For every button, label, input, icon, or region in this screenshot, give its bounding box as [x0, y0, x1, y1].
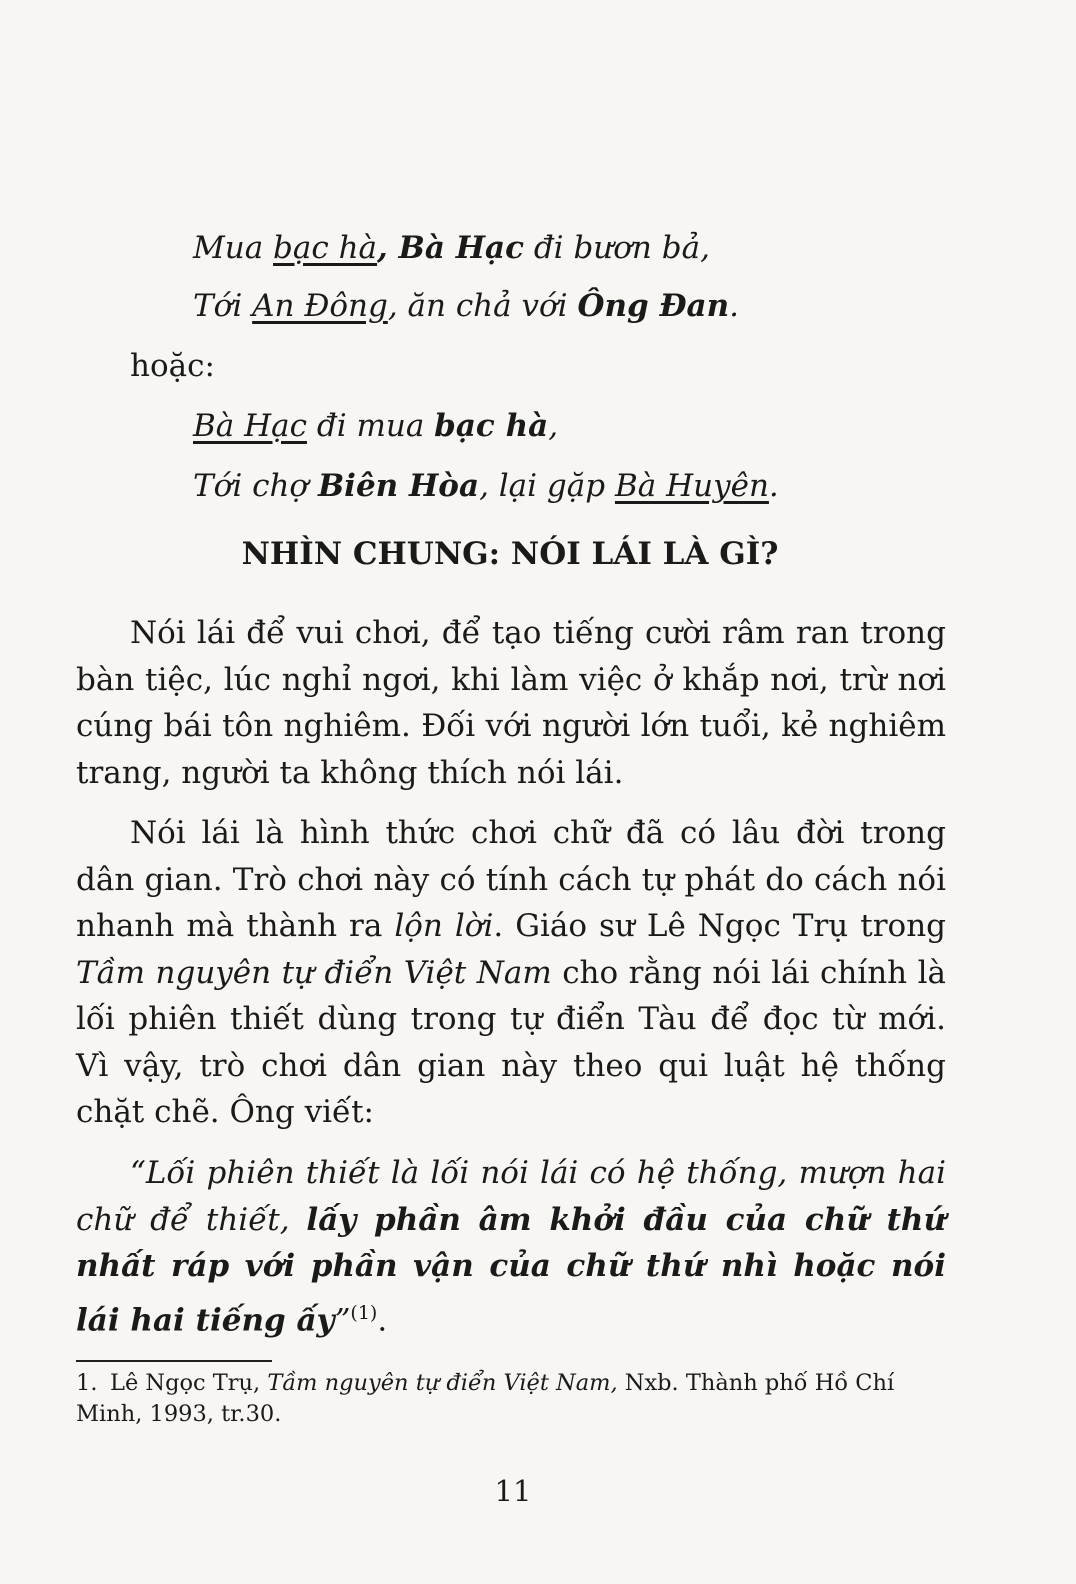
text-segment: “Lối phiên thiết là lối nói lái có hệ thống, mượn hai chữ để thiết,	[76, 1155, 946, 1238]
bold-quote-text: lấy phần âm khởi đầu của chữ thứ nhất ráp với phần vận của chữ thứ nhì hoặc nói lái hai tiếng ấy	[76, 1201, 946, 1338]
poem1-line2	[193, 288, 739, 324]
underlined-term: Bà Huyên	[614, 468, 769, 504]
underlined-term: bạc hà	[273, 230, 378, 266]
text-segment: đi mua	[307, 408, 435, 444]
footnote-divider	[76, 1360, 272, 1362]
bold-term: Biên Hòa	[317, 468, 480, 504]
text-segment: Nói lái là hình thức chơi chữ đã có lâu đời trong dân gian. Trò chơi này có tính cách tự phát do cách nói nhanh mà thành ra	[76, 815, 946, 944]
text-segment: Lê Ngọc Trụ,	[110, 1370, 268, 1396]
text-segment: cho rằng nói lái chính là lối phiên thiết dùng trong tự điển Tàu để đọc từ mới. Vì vậy, trò chơi dân gian này theo qui luật hệ thống chặt chẽ. Ông viết:	[76, 954, 946, 1130]
text-segment: Tới	[193, 288, 253, 324]
paragraph-2	[76, 810, 946, 1136]
book-title: Tầm nguyên tự điển Việt Nam	[76, 954, 552, 991]
book-title: Tầm nguyên tự điển Việt Nam,	[267, 1370, 618, 1396]
text-segment: .	[768, 468, 779, 504]
closing-quote: ”	[334, 1301, 351, 1338]
text-segment: Nxb. Thành phố Hồ Chí Minh, 1993, tr.30.	[76, 1370, 895, 1427]
poem2-line2	[193, 468, 779, 504]
section-heading: NHÌN CHUNG: NÓI LÁI LÀ GÌ?	[241, 536, 779, 572]
quotation	[76, 1150, 946, 1343]
text-segment: , ăn chả với	[387, 288, 578, 324]
text-segment: Tới chợ	[193, 468, 318, 504]
bold-term: Bà Hạc	[398, 230, 524, 266]
text-segment: đi bươn bả,	[523, 230, 710, 266]
poem2-line1	[193, 408, 558, 444]
footnote	[76, 1368, 948, 1430]
connector-word: hoặc:	[130, 348, 215, 384]
footnote-number: 1.	[76, 1370, 98, 1396]
text-segment: .	[729, 288, 740, 324]
bold-term: Ông Đan	[577, 288, 730, 324]
bold-term: bạc hà	[434, 408, 549, 444]
italic-term: lộn lời	[394, 908, 494, 944]
text-segment: . Giáo sư Lê Ngọc Trụ trong	[493, 908, 946, 944]
underlined-term: Bà Hạc	[193, 408, 307, 444]
text-segment: ,	[548, 408, 559, 444]
footnote-ref[interactable]: (1)	[350, 1301, 378, 1324]
text-segment: ,	[377, 230, 399, 266]
text-segment: Mua	[193, 230, 274, 266]
underlined-term: An Đông	[252, 288, 388, 324]
page-number: 11	[494, 1474, 532, 1508]
paragraph-1: Nói lái để vui chơi, để tạo tiếng cười râm ran trong bàn tiệc, lúc nghỉ ngơi, khi làm việc ở khắp nơi, trừ nơi cúng bái tôn nghiêm. Đối với người lớn tuổi, kẻ nghiêm trang, người ta không thích nói lái.	[76, 615, 946, 791]
text-segment: .	[377, 1301, 388, 1338]
text-segment: , lại gặp	[479, 468, 615, 504]
poem1-line1	[193, 230, 710, 266]
